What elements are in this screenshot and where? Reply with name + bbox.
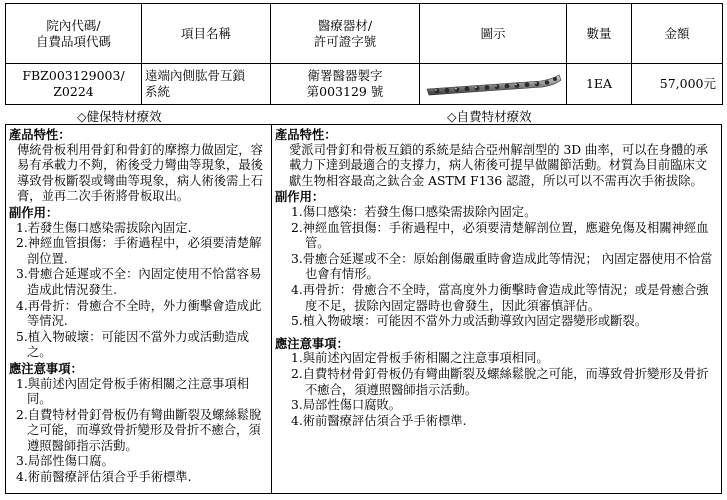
left-note-item: 1.與前述內固定骨板手術相關之注意事項相同。 [16,376,250,407]
item-image [420,64,567,105]
right-notes-heading: 應注意事項： [275,335,349,351]
item-license: 衛署醫器製字 第003129 號 [271,64,420,105]
left-note-item: 2.自費特材骨釘骨板仍有彎曲斷裂及螺絲鬆脫之可能，而導致骨折變形及骨折不癒合，須遵照醫師指示活動。 [16,407,262,453]
section-labels [5,106,722,126]
insurance-section-label: ◇健保特材療效 [77,109,162,124]
left-side-effects-heading: 副作用： [9,204,59,220]
header-code: 院內代碼/ 自費品項代碼 [6,4,142,64]
bone-plate-image [423,71,563,97]
header-image: 圖示 [420,4,567,64]
table-header-row [6,4,723,64]
column-divider [271,125,272,493]
right-side-effect-item: 4.再骨折：骨癒合不全時，當高度外力衝擊時會造成此等情況；或是骨癒合強度不足，拔除內固定器時也會發生，因此須審慎評估。 [291,282,709,313]
right-side-effect-item: 3.骨癒合延遲或不全：原始創傷嚴重時會造成此等情況； 內固定器使用不恰當也會有情形。 [291,251,713,282]
item-name: 遠端內側肱骨互鎖 系統 [142,64,271,105]
right-side-effects-heading: 副作用： [275,189,325,205]
right-features-text: 愛派司骨釘和骨板互鎖的系統是結合亞州解剖型的 3D 曲率，可以在身體的承載力下達到最適合的支撐力，病人術後可提早做關節活動。材質為目前臨床文獻生物相容最高之鈦合金 ASTM F136 認證，所以可以不需再次手術拔除。 [289,142,709,188]
right-side-effect-item: 1.傷口感染：若發生傷口感染需拔除內固定。 [291,204,537,219]
item-table [5,3,723,105]
right-features-heading: 產品特性： [275,127,337,142]
header-license: 醫療器材/ 許可證字號 [271,4,420,64]
right-note-item: 1.與前述內固定骨板手術相關之注意事項相同。 [291,351,549,366]
right-note-item: 3.局部性傷口腐敗。 [291,398,402,413]
right-note-item: 4.術前醫療評估須合乎手術標準. [291,413,467,428]
item-qty: 1EA [567,64,632,105]
left-side-effect-item: 3.骨癒合延遲或不全：內固定使用不恰當容易造成此情況發生. [16,267,262,297]
left-side-effect-item: 5.植入物破壞：可能因不當外力或活動造成之。 [16,329,250,360]
item-amount: 57,000元 [632,64,723,105]
left-side-effect-item: 4.再骨折：骨癒合不全時，外力衝擊會造成此等情況. [16,298,262,329]
left-side-effect-item: 2.神經血管損傷：手術過程中，必須要清楚解剖位置. [16,236,262,266]
right-side-effect-item: 2.神經血管損傷：手術過程中，必須要清楚解剖位置，應避免傷及相關神經血管。 [291,220,709,251]
effect-comparison-box [5,124,722,494]
item-code: FBZ003129003/ Z0224 [6,64,142,105]
right-side-effect-item: 5.植入物破壞：可能因不當外力或活動導致內固定器變形或斷裂。 [291,314,648,329]
self-pay-section-label: ◇自費特材療效 [447,109,532,124]
insurance-column [9,127,265,486]
left-side-effect-item: 1.若發生傷口感染需拔除內固定. [16,220,192,235]
header-amount: 金額 [632,4,723,64]
header-qty: 數量 [567,4,632,64]
right-note-item: 2.自費特材骨釘骨板仍有彎曲斷裂及螺絲鬆脫之可能，而導致骨折變形及骨折不癒合，須遵照醫師指示活動。 [291,366,709,397]
self-pay-column [275,127,717,429]
left-note-item: 4.術前醫療評估須合乎手術標準. [16,470,192,485]
table-row [6,64,723,105]
header-name: 項目名稱 [142,4,271,64]
left-features-text: 傳統骨板利用骨釘和骨釘的摩擦力做固定，容易有承載力不夠，術後受力彎曲等現象，最後導致骨板斷裂或彎曲等現象，病人術後需上石膏，並再二次手術將骨板取出。 [17,142,263,204]
left-notes-heading: 應注意事項： [9,360,83,376]
left-note-item: 3.局部性傷口腐。 [16,454,114,469]
left-features-heading: 產品特性： [9,127,71,142]
